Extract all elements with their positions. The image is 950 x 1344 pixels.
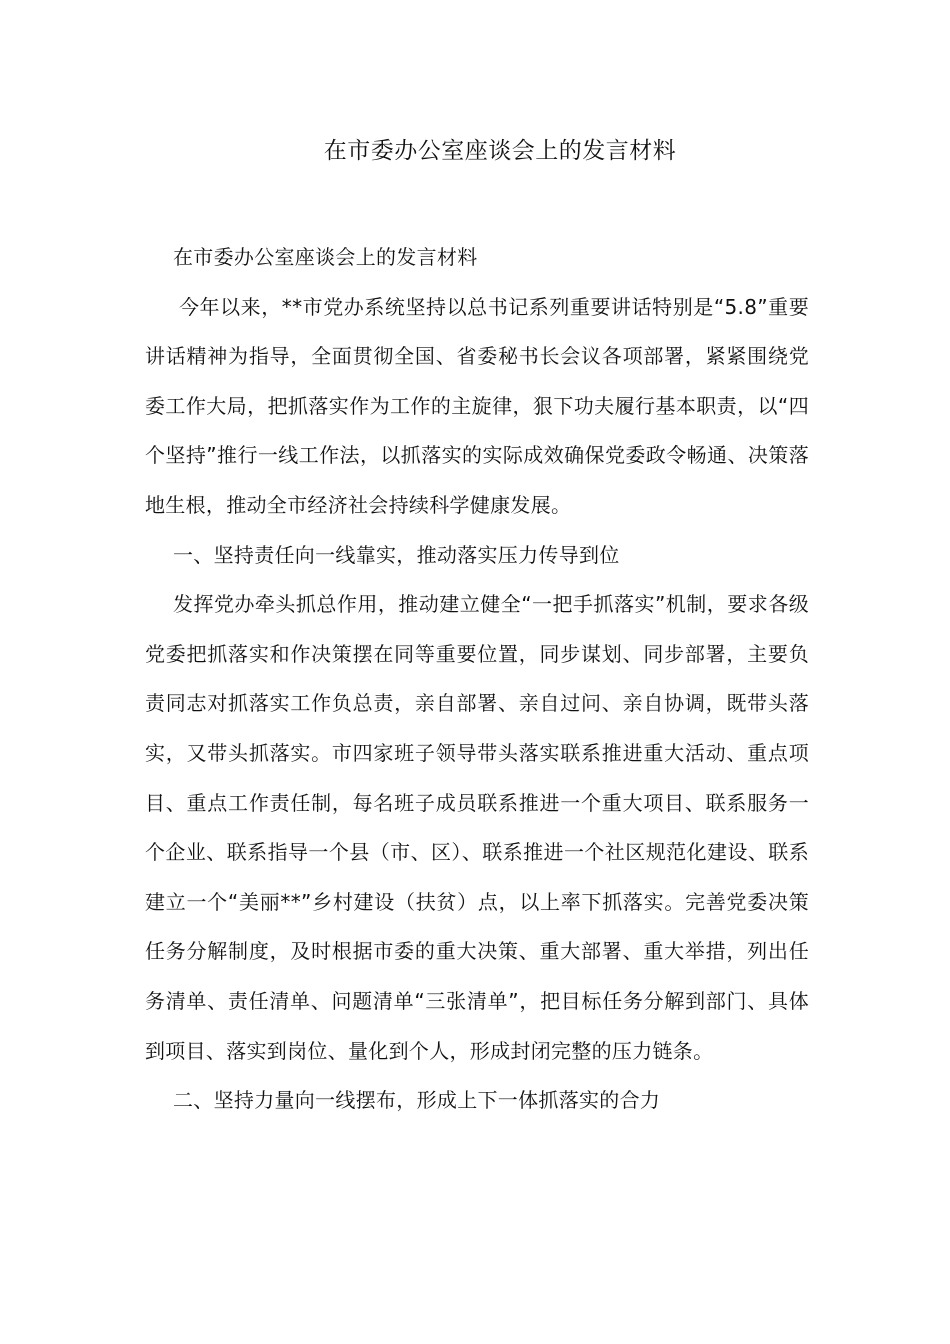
section-heading-2: 二、坚持力量向一线摆布，形成上下一体抓落实的合力 bbox=[173, 1088, 661, 1113]
section-heading-1: 一、坚持责任向一线靠实，推动落实压力传导到位 bbox=[173, 542, 620, 567]
document-title: 在市委办公室座谈会上的发言材料 bbox=[323, 138, 677, 164]
document-body bbox=[145, 233, 809, 1126]
paragraph-subtitle: 在市委办公室座谈会上的发言材料 bbox=[173, 245, 478, 269]
paragraph-intro: 今年以来，**市党办系统坚持以总书记系列重要讲话特别是“5.8”重要讲话精神为指导，全面贯彻全国、省委秘书长会议各项部署，紧紧围绕党委工作大局，把抓落实作为工作的主旋律，狠下功夫履行基本职责，以“四个坚持”推行一线工作法，以抓落实的实际成效确保党委政令畅通、决策落地生根，推动全市经济社会持续科学健康发展。 bbox=[145, 294, 809, 517]
paragraph-section-1: 发挥党办牵头抓总作用，推动建立健全“一把手抓落实”机制，要求各级党委把抓落实和作决策摆在同等重要位置，同步谋划、同步部署，主要负责同志对抓落实工作负总责，亲自部署、亲自过问、亲自协调，既带头落实，又带头抓落实。市四家班子领导带头落实联系推进重大活动、重点项目、重点工作责任制，每名班子成员联系推进一个重大项目、联系服务一个企业、联系指导一个县（市、区）、联系推进一个社区规范化建设、联系建立一个“美丽**”乡村建设（扶贫）点，以上率下抓落实。完善党委决策任务分解制度，及时根据市委的重大决策、重大部署、重大举措，列出任务清单、责任清单、问题清单“三张清单”，把目标任务分解到部门、具体到项目、落实到岗位、量化到个人，形成封闭完整的压力链条。 bbox=[145, 592, 809, 1063]
